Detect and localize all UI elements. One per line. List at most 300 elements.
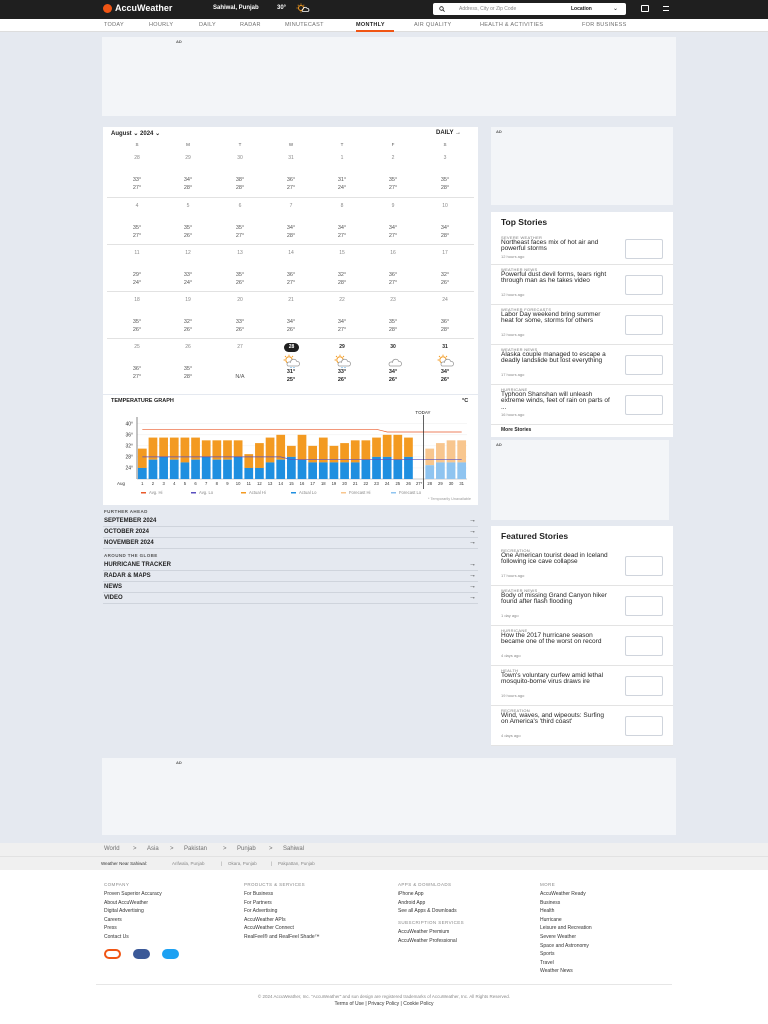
chevron-down-icon: ⌄ [613, 6, 619, 12]
footer-heading: MORE [540, 882, 556, 887]
cookie-link[interactable]: Cookie Policy [403, 1001, 434, 1007]
day-high: 35° [388, 177, 398, 183]
day-low: 27° [337, 232, 347, 239]
footer-link[interactable]: Hurricane [540, 916, 562, 923]
story-thumbnail[interactable] [625, 676, 663, 696]
day-number[interactable]: 20 [237, 297, 243, 303]
day-low: 27° [286, 279, 296, 286]
tab-air-quality[interactable]: AIR QUALITY [414, 22, 452, 28]
avg-hi-line [142, 429, 461, 432]
actual-lo-bar [340, 462, 349, 479]
footer-link[interactable]: AccuWeather Connect [244, 925, 294, 932]
day-low: 25° [286, 376, 296, 383]
footer-link[interactable]: Health [540, 908, 555, 915]
story-item[interactable] [491, 385, 673, 425]
active-tab-indicator [356, 30, 394, 32]
footer-link[interactable]: Weather News [540, 968, 573, 975]
nearby-label: Weather Near Sahiwal: [101, 861, 148, 866]
arrow-right-icon: → [469, 583, 476, 590]
footer-link[interactable]: For Business [244, 891, 274, 897]
footer-link[interactable]: About AccuWeather [104, 899, 149, 906]
story-thumbnail[interactable] [625, 239, 663, 259]
day-high: 35° [235, 272, 245, 278]
story-thumbnail[interactable] [625, 636, 663, 656]
day-number[interactable]: 5 [186, 203, 190, 209]
ad-label: AD [176, 760, 182, 765]
x-tick-label: 25 [395, 481, 401, 486]
day-high: 32° [440, 272, 450, 278]
actual-lo-bar [255, 468, 264, 479]
day-high: 35° [440, 177, 450, 183]
footer-link[interactable]: AccuWeather Premium [398, 929, 450, 935]
story-time: 1 day ago [501, 612, 519, 618]
actual-hi-bar [191, 438, 200, 460]
story-category: RECREATION [501, 548, 530, 553]
top-stories-panel [491, 212, 673, 437]
day-low: 28° [286, 232, 296, 239]
tab-radar[interactable]: RADAR [240, 22, 261, 28]
main-nav [0, 19, 768, 32]
actual-lo-bar [202, 457, 211, 479]
ad-label: AD [496, 129, 502, 134]
footer-heading: PRODUCTS & SERVICES [244, 882, 306, 887]
actual-lo-bar [170, 460, 179, 479]
sun-cloud-rain-icon [331, 354, 353, 368]
menu-icon[interactable] [663, 6, 669, 11]
sun-cloud-icon [434, 354, 456, 368]
story-headline[interactable]: Wind, waves, and wipeouts: Surfing on America's 'third coast' [501, 712, 604, 726]
day-temps [433, 319, 457, 334]
actual-hi-bar [159, 438, 168, 457]
day-temps [176, 272, 200, 287]
chevron-right-icon: > [170, 846, 174, 852]
day-low: 28° [388, 326, 398, 333]
day-high: 32° [183, 319, 193, 325]
day-number[interactable]: 14 [288, 250, 294, 256]
day-temps [433, 369, 457, 384]
story-item[interactable] [491, 666, 673, 706]
day-number[interactable]: 31 [288, 155, 294, 161]
actual-lo-bar [266, 462, 275, 479]
breadcrumb-sahiwal[interactable]: Sahiwal [283, 846, 305, 852]
day-number[interactable]: 22 [339, 297, 345, 303]
story-thumbnail[interactable] [625, 716, 663, 736]
privacy-link[interactable]: Privacy Policy [368, 1001, 400, 1007]
story-thumbnail[interactable] [625, 315, 663, 335]
week-divider [107, 244, 474, 245]
story-time: 19 hours ago [501, 692, 525, 698]
day-number[interactable]: 8 [340, 203, 344, 209]
x-tick-label: 29 [438, 481, 443, 486]
story-category: WEATHER NEWS [501, 267, 538, 272]
day-temps [279, 272, 303, 287]
day-low: 24° [337, 184, 347, 191]
x-tick-label: 20 [342, 481, 347, 486]
legal-links: Terms of Use | Privacy Policy | Cookie Policy [334, 1001, 434, 1007]
story-headline[interactable]: Body of missing Grand Canyon hiker found after flash flooding [501, 592, 607, 606]
tab-health-activities[interactable]: HEALTH & ACTIVITIES [480, 22, 544, 28]
footer-link[interactable]: Travel [540, 959, 554, 966]
actual-hi-bar [202, 440, 211, 457]
link-september[interactable]: SEPTEMBER 2024 → [103, 516, 478, 527]
day-temps [228, 225, 252, 240]
nearby-link[interactable]: Okara, Punjab [228, 861, 257, 866]
weekday-header: T [340, 142, 344, 147]
tab-monthly[interactable]: MONTHLY [356, 22, 385, 28]
ad-right-middle[interactable] [491, 440, 669, 520]
day-number[interactable]: 15 [339, 250, 345, 256]
link-news[interactable]: NEWS → [103, 582, 478, 593]
story-thumbnail[interactable] [625, 556, 663, 576]
separator: | [271, 861, 273, 866]
story-item[interactable] [491, 305, 673, 345]
story-thumbnail[interactable] [625, 355, 663, 375]
actual-hi-bar [351, 440, 360, 462]
actual-hi-bar [170, 438, 179, 460]
actual-lo-bar [308, 462, 317, 479]
day-temps [125, 272, 149, 287]
top-stories-title: Top Stories [501, 217, 548, 227]
actual-hi-bar [181, 438, 190, 463]
footer-link[interactable]: Digital Advertising [104, 908, 144, 915]
x-tick-label: 5 [183, 481, 187, 486]
day-temps [125, 225, 149, 240]
day-temps [381, 369, 405, 384]
location-button[interactable]: Location [571, 6, 592, 12]
day-temps [381, 272, 405, 287]
day-number[interactable]: 1 [340, 155, 344, 161]
actual-lo-bar [319, 462, 328, 479]
day-temps [279, 177, 303, 192]
day-temps [330, 177, 354, 192]
month-selector[interactable]: August ⌄ 2024 ⌄ [111, 131, 161, 137]
story-category: HURRICANE [501, 387, 528, 392]
footer-link[interactable]: AccuWeather Professional [398, 937, 457, 944]
day-high: 29° [132, 272, 142, 278]
day-number[interactable]: 21 [288, 297, 294, 303]
day-temps [330, 225, 354, 240]
story-time: 4 days ago [501, 652, 521, 658]
day-temps [228, 272, 252, 287]
footer-link[interactable]: AccuWeather Ready [540, 891, 586, 897]
story-item[interactable] [491, 265, 673, 305]
day-number[interactable]: 6 [238, 203, 242, 209]
day-number[interactable]: 31 [442, 344, 448, 350]
legend-swatch [191, 492, 196, 494]
day-high: 31° [286, 369, 296, 375]
x-tick-label: 27* [415, 481, 423, 486]
footer-link[interactable]: For Advertising [244, 908, 278, 915]
day-low: 26° [132, 326, 142, 333]
tab-minutecast[interactable]: MINUTECAST [285, 22, 324, 28]
footer-link[interactable]: iPhone App [398, 891, 424, 897]
breadcrumb-pakistan[interactable]: Pakistan [184, 846, 208, 852]
day-number[interactable]: 28 [134, 155, 140, 161]
chevron-right-icon: > [133, 846, 137, 852]
day-number[interactable]: 17 [442, 250, 448, 256]
arrow-right-icon: → [469, 561, 476, 568]
day-low: 26° [235, 279, 245, 286]
day-number[interactable]: 25 [134, 344, 140, 350]
weekday-header: S [135, 142, 139, 147]
accuweather-logo[interactable] [103, 3, 172, 13]
story-item[interactable] [491, 586, 673, 626]
day-number[interactable]: 7 [289, 203, 293, 209]
actual-hi-bar [255, 443, 264, 468]
sun-logo-icon [103, 4, 112, 13]
nearby-link[interactable]: Arifwala, Punjab [172, 861, 205, 866]
x-tick-label: 2 [151, 481, 155, 486]
actual-hi-bar [138, 449, 147, 468]
day-number[interactable]: 19 [185, 297, 191, 303]
story-time: 12 hours ago [501, 253, 525, 259]
x-tick-label: 7 [205, 481, 208, 486]
x-tick-label: 24 [384, 481, 390, 486]
day-number[interactable]: 4 [135, 203, 139, 209]
footer-link[interactable]: See all Apps & Downloads [398, 908, 457, 915]
legend-swatch [141, 492, 146, 494]
actual-hi-bar [404, 438, 413, 457]
day-high: 34° [337, 319, 347, 325]
day-temps [433, 272, 457, 287]
day-number[interactable]: 10 [442, 203, 448, 209]
day-high: 33° [235, 319, 245, 325]
footer-heading: APPS & DOWNLOADS [398, 882, 452, 887]
link-radar-maps[interactable]: RADAR & MAPS → [103, 571, 478, 582]
day-temps [228, 177, 252, 192]
footer-link[interactable]: RealFeel® and RealFeel Shade™ [244, 934, 320, 940]
x-tick-label: 6 [194, 481, 197, 486]
weekday-header: S [443, 142, 447, 147]
search-box[interactable] [433, 3, 626, 15]
story-headline[interactable]: Town's voluntary curfew amid lethal mosquito-borne virus draws ire [501, 672, 604, 686]
story-headline[interactable]: Alaska couple managed to escape a deadly landslide but lost everything [501, 351, 606, 365]
story-thumbnail[interactable] [625, 395, 663, 415]
day-low: 26° [440, 279, 450, 286]
actual-lo-bar [244, 468, 253, 479]
story-thumbnail[interactable] [625, 596, 663, 616]
featured-stories-title: Featured Stories [501, 531, 569, 541]
day-number[interactable]: 24 [442, 297, 448, 303]
facebook-icon[interactable] [133, 949, 150, 959]
day-temps [381, 319, 405, 334]
day-temps [433, 177, 457, 192]
tab-daily[interactable]: DAILY [199, 22, 216, 28]
tab-today[interactable]: TODAY [104, 22, 124, 28]
footer-link[interactable]: Android App [398, 899, 426, 906]
story-time: 12 hours ago [501, 331, 525, 337]
link-video[interactable]: VIDEO → [103, 593, 478, 604]
sun-cloud-rain-icon [280, 354, 302, 368]
story-time: 16 hours ago [501, 411, 525, 417]
day-temps [279, 369, 303, 384]
story-headline[interactable]: Powerful dust devil forms, tears right through man as he takes video [501, 271, 607, 285]
actual-hi-bar [362, 440, 371, 459]
day-number[interactable]: 3 [443, 155, 447, 161]
footer-link[interactable]: Careers [104, 916, 122, 923]
footer-link[interactable]: Press [104, 925, 117, 932]
day-number[interactable]: 9 [391, 203, 395, 209]
day-temps [228, 366, 252, 381]
ad-banner-bottom[interactable] [102, 758, 676, 835]
cloud-icon [382, 354, 404, 368]
day-number-today[interactable]: 28 [284, 343, 299, 352]
breadcrumb-asia[interactable]: Asia [147, 846, 159, 852]
y-tick-label: 32° [125, 443, 133, 450]
story-time: 12 hours ago [501, 291, 525, 297]
search-input[interactable]: Address, City or Zip Code [459, 6, 517, 12]
day-number[interactable]: 23 [390, 297, 396, 303]
day-low: 26° [440, 376, 450, 383]
footer-link[interactable]: Business [540, 899, 561, 906]
story-item[interactable] [491, 546, 673, 586]
unavailable-note: * Temporarily Unavailable [428, 497, 471, 501]
day-low: 26° [183, 232, 193, 239]
actual-lo-bar [223, 460, 232, 479]
footer-link[interactable]: Sports [540, 951, 555, 958]
day-high: 34° [388, 369, 398, 375]
day-high: 33° [132, 177, 142, 183]
day-temps [330, 272, 354, 287]
day-high: 34° [286, 225, 296, 231]
day-low: 24° [183, 279, 193, 286]
forecast-lo-bar [436, 462, 445, 479]
legend-label: Actual Hi [249, 490, 266, 495]
day-number[interactable]: 2 [391, 155, 395, 161]
nearby-link[interactable]: Pakpattan, Punjab [278, 861, 315, 866]
ad-right-top[interactable] [491, 127, 673, 205]
day-low: 26° [337, 376, 347, 383]
link-hurricane-tracker[interactable]: HURRICANE TRACKER → [103, 560, 478, 571]
actual-hi-bar [298, 435, 307, 460]
link-october[interactable]: OCTOBER 2024 → [103, 527, 478, 538]
breadcrumb-punjab[interactable]: Punjab [237, 846, 256, 852]
story-headline[interactable]: Northeast faces mix of hot air and powerful storms [501, 239, 599, 253]
day-temps [176, 366, 200, 381]
day-number[interactable]: 16 [390, 250, 396, 256]
day-high: 35° [183, 366, 193, 372]
more-stories-link[interactable]: More Stories [501, 427, 532, 433]
link-november[interactable]: NOVEMBER 2024 → [103, 538, 478, 549]
day-temps [279, 319, 303, 334]
day-temps [125, 319, 149, 334]
day-temps [330, 369, 354, 384]
day-high: 32° [337, 272, 347, 278]
footer-link[interactable]: For Partners [244, 899, 272, 906]
footer-link[interactable]: Space and Astronomy [540, 942, 589, 949]
day-number[interactable]: 29 [185, 155, 191, 161]
day-high: 33° [183, 272, 193, 278]
unit-toggle[interactable]: °C [462, 398, 469, 404]
day-high: 36° [440, 319, 450, 325]
current-location[interactable]: Sahiwal, Punjab [213, 5, 259, 11]
story-thumbnail[interactable] [625, 275, 663, 295]
footer-link[interactable]: AccuWeather APIs [244, 916, 286, 923]
actual-lo-bar [138, 468, 147, 479]
x-tick-label: 16 [299, 481, 305, 486]
story-category: HURRICANE [501, 628, 528, 633]
story-headline[interactable]: One American tourist dead in Iceland following ice cave collapse [501, 552, 608, 566]
story-item[interactable] [491, 626, 673, 666]
featured-stories-panel [491, 526, 673, 745]
day-number[interactable]: 29 [339, 344, 345, 350]
day-number[interactable]: 11 [134, 250, 140, 256]
day-temps [330, 319, 354, 334]
day-temps [125, 177, 149, 192]
x-tick-label: 1 [141, 481, 144, 486]
footer [0, 870, 768, 1024]
story-item[interactable] [491, 706, 673, 746]
ad-banner-top[interactable] [102, 37, 676, 116]
x-tick-label: 14 [278, 481, 284, 486]
story-item[interactable] [491, 345, 673, 385]
story-headline[interactable]: Typhoon Shanshan will unleash extreme winds, feet of rain on parts of ... [501, 391, 610, 411]
story-time: 17 hours ago [501, 572, 525, 578]
footer-link[interactable]: Severe Weather [540, 934, 577, 940]
x-tick-label: 21 [352, 481, 358, 486]
day-high: 34° [440, 225, 450, 231]
story-item[interactable] [491, 233, 673, 265]
day-number[interactable]: 30 [390, 344, 396, 350]
notification-icon[interactable] [641, 5, 649, 12]
instagram-icon[interactable] [104, 949, 121, 959]
day-number[interactable]: 12 [185, 250, 191, 256]
day-number[interactable]: 30 [237, 155, 243, 161]
arrow-right-icon: → [469, 517, 476, 524]
tab-for-business[interactable]: FOR BUSINESS [582, 22, 627, 28]
footer-link[interactable]: Leisure and Recreation [540, 925, 592, 932]
day-high: 33° [337, 369, 347, 375]
day-number[interactable]: 26 [185, 344, 191, 350]
x-tick-label: 10 [235, 481, 241, 486]
day-low: 27° [132, 232, 142, 239]
actual-lo-bar [212, 460, 221, 479]
weekday-header: F [391, 142, 395, 147]
actual-hi-bar [319, 438, 328, 463]
view-toggle[interactable]: DAILY → [436, 130, 462, 136]
day-temps [433, 225, 457, 240]
x-tick-label: 31 [459, 481, 465, 486]
twitter-icon[interactable] [162, 949, 179, 959]
day-temps [125, 366, 149, 381]
monthly-calendar [103, 127, 478, 394]
forecast-hi-bar [457, 440, 466, 462]
story-category: WEATHER NEWS [501, 588, 538, 593]
ad-label: AD [496, 442, 502, 447]
x-tick-label: 23 [374, 481, 379, 486]
breadcrumb-world[interactable]: World [104, 846, 120, 852]
footer-link[interactable]: Contact Us [104, 934, 129, 940]
day-number[interactable]: 27 [237, 344, 243, 350]
current-temp[interactable]: 30° [277, 5, 287, 11]
story-headline[interactable]: How the 2017 hurricane season became one of the worst on record [501, 632, 602, 646]
terms-link[interactable]: Terms of Use [334, 1001, 364, 1007]
day-high: 36° [286, 177, 296, 183]
day-number[interactable]: 18 [134, 297, 140, 303]
search-icon [439, 6, 445, 12]
day-number[interactable]: 13 [237, 250, 243, 256]
graph-title: TEMPERATURE GRAPH [111, 398, 174, 404]
day-low: 26° [388, 376, 398, 383]
story-headline[interactable]: Labor Day weekend bring summer heat for some, storms for others [501, 311, 601, 325]
footer-link[interactable]: Proven Superior Accuracy [104, 891, 162, 897]
day-low: 28° [440, 232, 450, 239]
tab-hourly[interactable]: HOURLY [149, 22, 174, 28]
story-category: SEVERE WEATHER [501, 235, 543, 240]
day-high: 36° [388, 272, 398, 278]
day-low: 27° [388, 279, 398, 286]
footer-heading: SUBSCRIPTION SERVICES [398, 920, 465, 925]
